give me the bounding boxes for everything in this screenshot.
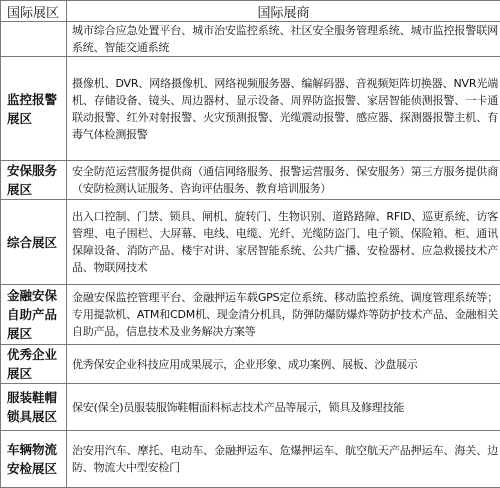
table-row bbox=[1, 345, 500, 384]
area-name: 综合展区 bbox=[1, 200, 67, 285]
area-items: 摄像机、DVR、网络摄像机、网络视频服务器、编解码器、音视频矩阵切换器、NVR光端机、存储设备、镜头、周边器材、显示设备、周界防盗报警、家居智能侦测报警、一卡通联动报警、红外对射报警、火灾预测报警、光缆震动报警、感应器、探测器报警主机、有毒气体检测报警 bbox=[67, 57, 500, 161]
area-name: 安保服务展区 bbox=[1, 161, 67, 200]
area-name: 车辆物流安检展区 bbox=[1, 431, 67, 488]
table-header-row bbox=[1, 1, 500, 22]
area-items: 金融安保监控管理平台、金融押运车载GPS定位系统、移动监控系统、调度管理系统等；专用提款机、ATM和CDM机、现金清分机具，防弹防爆防爆炸等防护技术产品、金融相关自助产品，信息技术及业务解决方案等 bbox=[67, 285, 500, 345]
area-name: 金融安保自助产品展区 bbox=[1, 285, 67, 345]
table-row bbox=[1, 22, 500, 57]
header-exhibitors: 国际展商 bbox=[67, 1, 500, 22]
table-row bbox=[1, 161, 500, 200]
table-row bbox=[1, 57, 500, 161]
area-name: 服装鞋帽锁具展区 bbox=[1, 384, 67, 431]
area-items: 优秀保安企业科技应用成果展示，企业形象、成功案例、展板、沙盘展示 bbox=[67, 345, 500, 384]
area-items: 治安用汽车、摩托、电动车、金融押运车、危爆押运车、航空航天产品押运车、海关、边防、物流大中型安检门 bbox=[67, 431, 500, 488]
area-items: 城市综合应急处置平台、城市治安监控系统、社区安全服务管理系统、城市监控报警联网系统、智能交通系统 bbox=[67, 22, 500, 57]
table-row bbox=[1, 285, 500, 345]
area-name: 优秀企业展区 bbox=[1, 345, 67, 384]
area-items: 保安(保全)员服装服饰鞋帽面料标志技术产品等展示，锁具及修理技能 bbox=[67, 384, 500, 431]
table-row bbox=[1, 200, 500, 285]
area-items: 出入口控制、门禁、锁具、闸机、旋转门、生物识别、道路路障、RFID、巡更系统、访客管理、电子围栏、大屏幕、电线、电缆、光纤、光缆防盗门、电子锁、保险箱、柜、通讯保障设备、消防产品、楼宇对讲、家居智能系统、公共广播、安检器材、应急救援技术产品、物联网技术 bbox=[67, 200, 500, 285]
table-row bbox=[1, 384, 500, 431]
header-exhibition-area: 国际展区 bbox=[1, 1, 67, 22]
area-items: 安全防范运营服务提供商（通信网络服务、报警运营服务、保安服务）第三方服务提供商（安防检测认证服务、咨询评估服务、教育培训服务） bbox=[67, 161, 500, 200]
table-row bbox=[1, 431, 500, 488]
area-name bbox=[1, 22, 67, 57]
area-name: 监控报警展区 bbox=[1, 57, 67, 161]
